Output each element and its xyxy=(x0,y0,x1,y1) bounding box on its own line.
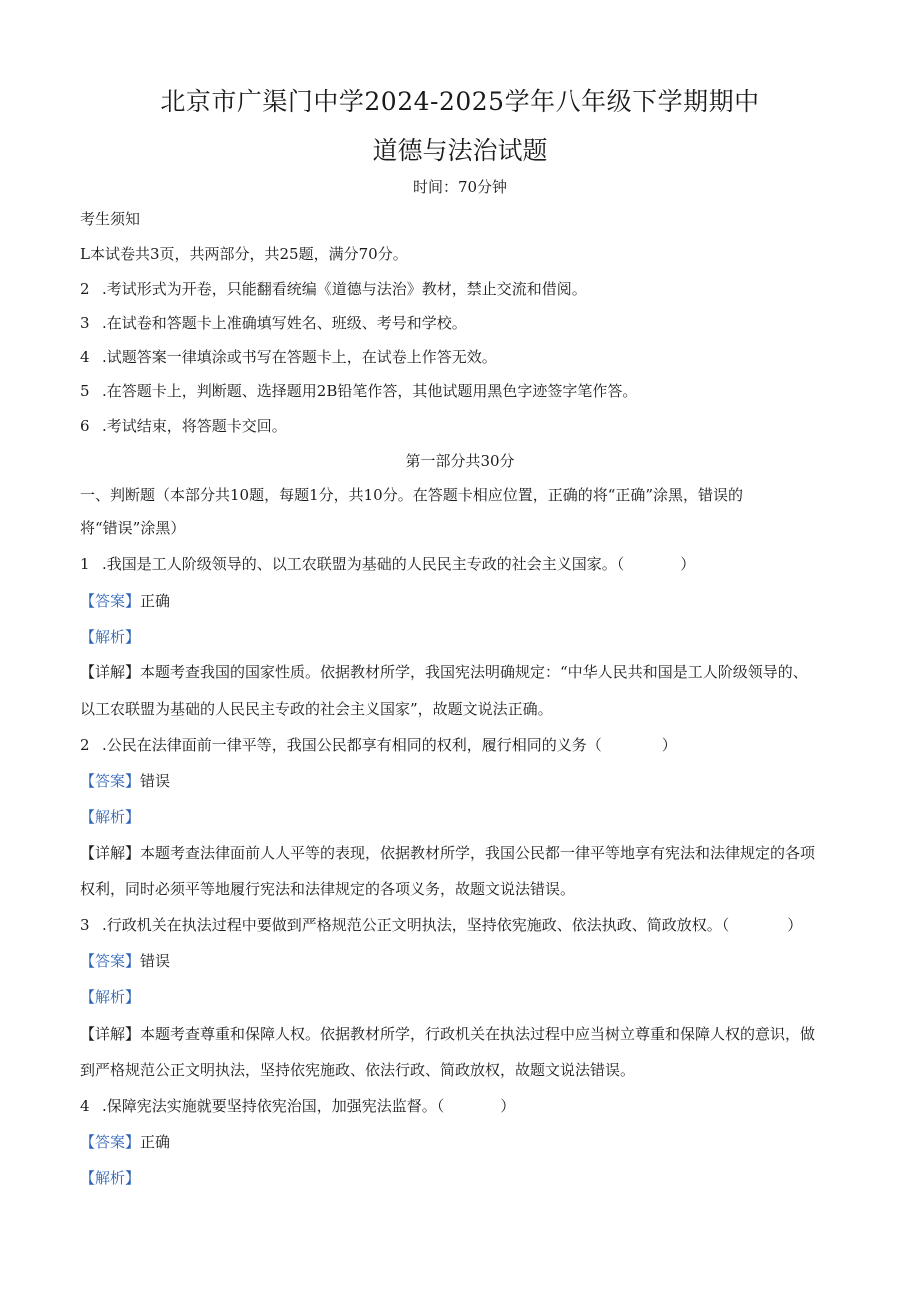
detail-row-cont: 以工农联盟为基础的人民民主专政的社会主义国家”，故题文说法正确。 xyxy=(80,700,553,718)
notice-item-num: 2 xyxy=(80,280,90,298)
paren-open: （ xyxy=(616,555,625,573)
exam-time: 时间：70分钟 xyxy=(412,178,508,196)
answer-tag: 【答案】 xyxy=(80,772,141,790)
paren-close: ） xyxy=(787,916,803,934)
paren-close: ） xyxy=(661,736,677,754)
detail-text: 本题考查法律面前人人平等的表现，依据教材所学，我国公民都一律平等地享有宪法和法律规定的各项 xyxy=(140,844,816,862)
paren-close: ） xyxy=(680,555,696,573)
notice-heading: 考生须知 xyxy=(80,210,141,228)
answer-tag: 【答案】 xyxy=(80,952,141,970)
section-instruction-line2: 将“错误”涂黑） xyxy=(80,519,186,537)
notice-item xyxy=(80,244,845,264)
notice-item-text: .在试卷和答题卡上准确填写姓名、班级、考号和学校。 xyxy=(102,314,467,332)
detail-row-cont: 权利，同时必须平等地履行宪法和法律规定的各项义务，故题文说法错误。 xyxy=(80,880,576,898)
exam-title-line2: 道德与法治试题 xyxy=(372,136,548,165)
paren-open: （ xyxy=(721,916,730,934)
answer-row xyxy=(80,951,845,971)
notice-item-num: 5 xyxy=(80,382,90,400)
exam-title-line1: 北京市广渠门中学2024-2025学年八年级下学期期中 xyxy=(160,87,760,116)
notice-item-text: 本试卷共3页，共两部分，共25题，满分70分。 xyxy=(89,245,408,263)
detail-tag: 【详解】 xyxy=(80,1025,141,1043)
notice-item-num: 6 xyxy=(80,417,90,435)
question-1 xyxy=(80,554,845,574)
detail-row xyxy=(80,662,845,682)
question-text: .我国是工人阶级领导的、以工农联盟为基础的人民民主专政的社会主义国家。 xyxy=(102,555,617,573)
question-num: 2 xyxy=(80,736,90,754)
detail-tag: 【详解】 xyxy=(80,663,141,681)
section-instruction-line1: 一、判断题（本部分共10题，每题1分，共10分。在答题卡相应位置，正确的将“正确”涂黑，错误的 xyxy=(80,486,744,504)
answer-row xyxy=(80,591,845,611)
detail-row xyxy=(80,1024,845,1044)
answer-tag: 【答案】 xyxy=(80,592,141,610)
notice-item-text: .考试结束，将答题卡交回。 xyxy=(102,417,287,435)
paren-close: ） xyxy=(500,1097,516,1115)
notice-item-text: .考试形式为开卷，只能翻看统编《道德与法治》教材，禁止交流和借阅。 xyxy=(102,280,587,298)
detail-text: 本题考查我国的国家性质。依据教材所学，我国宪法明确规定：“中华人民共和国是工人阶级领导的、 xyxy=(140,663,808,681)
paren-open: （ xyxy=(436,1097,445,1115)
detail-row-cont: 到严格规范公正文明执法，坚持依宪施政、依法行政、简政放权，故题文说法错误。 xyxy=(80,1061,636,1079)
question-num: 1 xyxy=(80,555,90,573)
answer-tag: 【答案】 xyxy=(80,1133,141,1151)
analysis-tag: 【解析】 xyxy=(80,808,141,826)
notice-item xyxy=(80,347,845,367)
question-text: .行政机关在执法过程中要做到严格规范公正文明执法，坚持依宪施政、依法执政、简政放权。 xyxy=(102,916,722,934)
question-2 xyxy=(80,735,845,755)
notice-item xyxy=(80,416,845,436)
notice-item xyxy=(80,279,845,299)
question-3 xyxy=(80,915,845,935)
notice-item xyxy=(80,381,845,401)
question-4 xyxy=(80,1096,845,1116)
detail-tag: 【详解】 xyxy=(80,844,141,862)
answer-value: 正确 xyxy=(140,1133,171,1151)
paren-open: （ xyxy=(586,736,602,754)
notice-item xyxy=(80,313,845,333)
analysis-row xyxy=(80,987,845,1007)
analysis-tag: 【解析】 xyxy=(80,628,141,646)
notice-item-text: .在答题卡上，判断题、选择题用2B铅笔作答，其他试题用黑色字迹签字笔作答。 xyxy=(102,382,638,400)
detail-text: 本题考查尊重和保障人权。依据教材所学，行政机关在执法过程中应当树立尊重和保障人权的意识，做 xyxy=(140,1025,816,1043)
detail-row xyxy=(80,843,845,863)
notice-item-num: 4 xyxy=(80,348,90,366)
notice-item-num: 3 xyxy=(80,314,90,332)
answer-row xyxy=(80,771,845,791)
question-text: .公民在法律面前一律平等，我国公民都享有相同的权利，履行相同的义务 xyxy=(102,736,587,754)
analysis-tag: 【解析】 xyxy=(80,1169,141,1187)
question-text: .保障宪法实施就要坚持依宪治国，加强宪法监督。 xyxy=(102,1097,437,1115)
question-num: 3 xyxy=(80,916,90,934)
analysis-row xyxy=(80,1168,845,1188)
analysis-tag: 【解析】 xyxy=(80,988,141,1006)
part1-heading: 第一部分共30分 xyxy=(405,452,515,470)
answer-value: 错误 xyxy=(140,772,171,790)
answer-value: 正确 xyxy=(140,592,171,610)
question-num: 4 xyxy=(80,1097,90,1115)
answer-value: 错误 xyxy=(140,952,171,970)
analysis-row xyxy=(80,627,845,647)
answer-row xyxy=(80,1132,845,1152)
analysis-row xyxy=(80,807,845,827)
notice-item-num: L xyxy=(80,245,90,263)
notice-item-text: .试题答案一律填涂或书写在答题卡上，在试卷上作答无效。 xyxy=(102,348,497,366)
